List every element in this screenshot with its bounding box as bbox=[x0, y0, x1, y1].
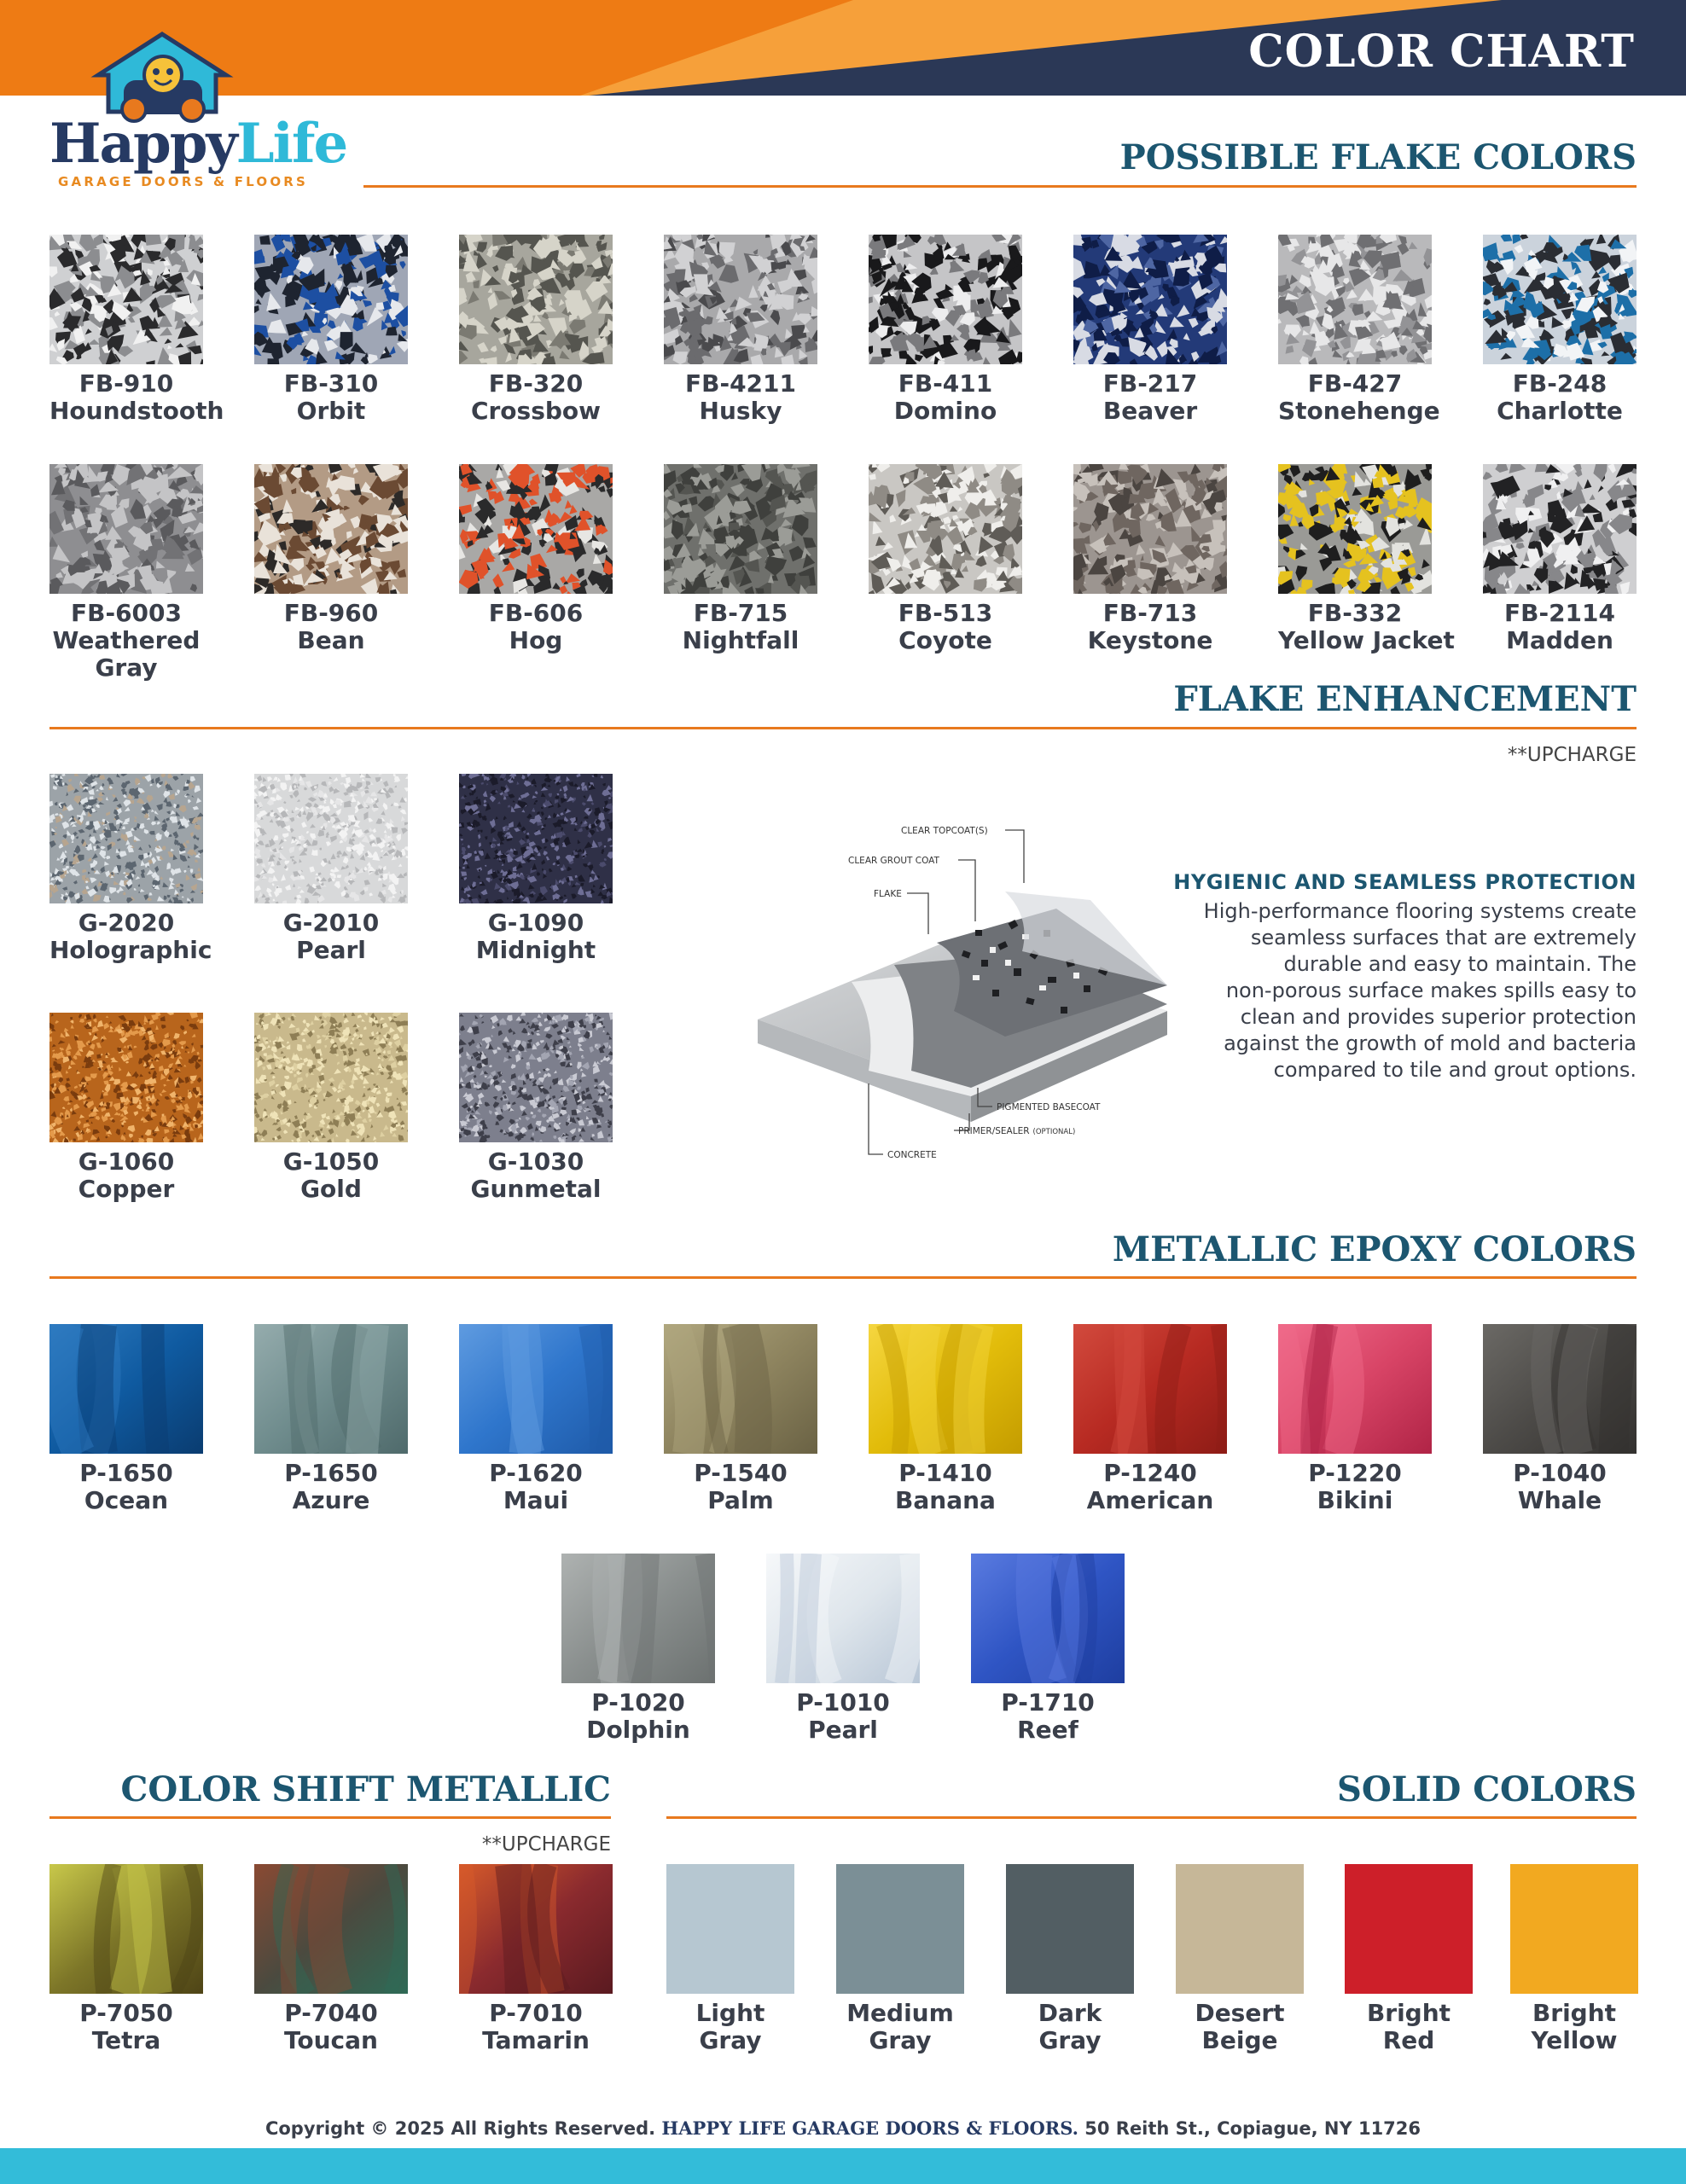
swatch-texture bbox=[664, 464, 817, 594]
swatch-name: Holographic bbox=[49, 936, 212, 964]
swatch-code: FB-960 bbox=[283, 599, 379, 627]
shift-swatch bbox=[49, 1864, 203, 2054]
swatch-code: Light bbox=[695, 1999, 765, 2027]
swatch-texture bbox=[1483, 235, 1637, 364]
floor-layers-diagram bbox=[749, 815, 1176, 1173]
metallic-swatch bbox=[971, 1554, 1125, 1744]
swatch-code: G-2020 bbox=[78, 909, 175, 937]
swatch-name: American bbox=[1086, 1486, 1214, 1514]
swatch-name: Dolphin bbox=[586, 1716, 690, 1744]
swatch-texture bbox=[254, 1864, 408, 1994]
swatch-name: Yellow Jacket bbox=[1278, 626, 1455, 654]
swatch-name: Gunmetal bbox=[470, 1175, 602, 1203]
swatch-name: Stonehenge bbox=[1278, 397, 1440, 425]
swatch-texture bbox=[49, 235, 203, 364]
swatch-code: P-7040 bbox=[284, 1999, 378, 2027]
solid-swatch bbox=[1176, 1864, 1304, 2054]
swatch-name: Domino bbox=[893, 397, 997, 425]
section-title-flake: POSSIBLE FLAKE COLORS bbox=[1119, 137, 1637, 177]
flake-swatch bbox=[254, 235, 408, 425]
diagram-label-primer: PRIMER/SEALER (OPTIONAL) bbox=[958, 1126, 1076, 1136]
swatch-name: Husky bbox=[699, 397, 782, 425]
metallic-swatch bbox=[49, 1324, 203, 1514]
swatch-code: G-1030 bbox=[487, 1147, 584, 1176]
swatch-name: Midnight bbox=[475, 936, 596, 964]
flake-swatch bbox=[869, 464, 1022, 654]
swatch-texture bbox=[1483, 464, 1637, 594]
flake-swatch bbox=[1278, 235, 1440, 425]
swatch-code: P-7010 bbox=[489, 1999, 583, 2027]
swatch-code: P-1020 bbox=[591, 1688, 685, 1716]
swatch-name: Orbit bbox=[296, 397, 366, 425]
swatch-texture bbox=[1278, 464, 1432, 594]
swatch-name: Beige bbox=[1201, 2026, 1278, 2054]
swatch-name: Madden bbox=[1506, 626, 1613, 654]
swatch-name: Gray bbox=[699, 2026, 762, 2054]
swatch-code: P-1040 bbox=[1513, 1459, 1607, 1487]
flake-swatch bbox=[1278, 464, 1455, 654]
solid-swatch bbox=[836, 1864, 964, 2054]
swatch-name: Copper bbox=[78, 1175, 175, 1203]
swatch-name: Azure bbox=[292, 1486, 370, 1514]
swatch-texture bbox=[459, 1864, 613, 1994]
swatch-name: Whale bbox=[1517, 1486, 1602, 1514]
info-line: seamless surfaces that are extremely bbox=[1250, 926, 1637, 950]
swatch-name: Banana bbox=[895, 1486, 996, 1514]
section-rule-metallic bbox=[49, 1276, 1637, 1279]
solid-swatch bbox=[1345, 1864, 1473, 2054]
swatch-code: P-1650 bbox=[284, 1459, 378, 1487]
logo-tagline: GARAGE DOORS & FLOORS bbox=[58, 174, 309, 189]
swatch-name: Pearl bbox=[808, 1716, 878, 1744]
swatch-code: FB-411 bbox=[898, 369, 993, 398]
solid-swatch bbox=[666, 1864, 794, 2054]
swatch-texture bbox=[459, 235, 613, 364]
swatch-code: Bright bbox=[1532, 1999, 1617, 2027]
info-line: durable and easy to maintain. The bbox=[1283, 952, 1637, 976]
enhancement-swatch bbox=[254, 1013, 408, 1203]
swatch-code: Bright bbox=[1366, 1999, 1451, 2027]
swatch-name: Ocean bbox=[84, 1486, 169, 1514]
swatch-code: FB-910 bbox=[78, 369, 174, 398]
flake-swatch bbox=[49, 464, 203, 682]
flake-swatch bbox=[1483, 464, 1637, 654]
flake-swatch bbox=[49, 235, 224, 425]
metallic-swatch bbox=[869, 1324, 1022, 1514]
swatch-code: Medium bbox=[846, 1999, 954, 2027]
swatch-code: P-1650 bbox=[79, 1459, 173, 1487]
metallic-swatch bbox=[1483, 1324, 1637, 1514]
swatch-name: Bikini bbox=[1317, 1486, 1393, 1514]
swatch-name: Gray bbox=[869, 2026, 932, 2054]
swatch-code: FB-310 bbox=[283, 369, 379, 398]
swatch-name: Nightfall bbox=[682, 626, 799, 654]
swatch-code: FB-248 bbox=[1512, 369, 1608, 398]
section-title-metallic: METALLIC EPOXY COLORS bbox=[1112, 1229, 1637, 1269]
swatch-code: Dark bbox=[1038, 1999, 1102, 2027]
swatch-texture bbox=[459, 1013, 613, 1142]
swatch-texture bbox=[49, 464, 203, 594]
swatch-name-line2: Gray bbox=[95, 653, 158, 682]
info-line: against the growth of mold and bacteria bbox=[1224, 1031, 1637, 1055]
swatch-fill bbox=[666, 1864, 794, 1994]
swatch-name: Gold bbox=[300, 1175, 362, 1203]
metallic-swatch bbox=[561, 1554, 715, 1744]
enhancement-upcharge-note: **UPCHARGE bbox=[1507, 744, 1637, 766]
metallic-swatch bbox=[1278, 1324, 1432, 1514]
swatch-name: Red bbox=[1382, 2026, 1435, 2054]
enhancement-swatch bbox=[49, 1013, 203, 1203]
swatch-name: Houndstooth bbox=[49, 397, 224, 425]
swatch-texture bbox=[766, 1554, 920, 1683]
diagram-label-basecoat: PIGMENTED BASECOAT bbox=[997, 1102, 1101, 1112]
swatch-texture bbox=[254, 464, 408, 594]
swatch-code: FB-332 bbox=[1307, 599, 1403, 627]
swatch-code: P-1240 bbox=[1103, 1459, 1197, 1487]
swatch-code: G-2010 bbox=[282, 909, 380, 937]
flake-swatch bbox=[1073, 464, 1227, 654]
flake-swatch bbox=[1483, 235, 1637, 425]
swatch-texture bbox=[254, 774, 408, 903]
section-title-enhancement: FLAKE ENHANCEMENT bbox=[1173, 679, 1637, 719]
swatch-name: Pearl bbox=[296, 936, 366, 964]
swatch-fill bbox=[836, 1864, 964, 1994]
diagram-label-topcoat: CLEAR TOPCOAT(S) bbox=[901, 826, 988, 836]
swatch-code: G-1050 bbox=[282, 1147, 380, 1176]
logo-wordmark: HappyLife bbox=[49, 112, 347, 176]
swatch-code: FB-427 bbox=[1307, 369, 1403, 398]
swatch-code: P-1220 bbox=[1308, 1459, 1402, 1487]
swatch-texture bbox=[49, 774, 203, 903]
diagram-label-grout: CLEAR GROUT COAT bbox=[848, 856, 939, 866]
footer-bar bbox=[0, 2148, 1686, 2184]
swatch-code: FB-217 bbox=[1102, 369, 1198, 398]
swatch-code: P-7050 bbox=[79, 1999, 173, 2027]
metallic-swatch bbox=[664, 1324, 817, 1514]
solid-swatch bbox=[1510, 1864, 1638, 2054]
swatch-name: Tetra bbox=[91, 2026, 161, 2054]
swatch-texture bbox=[459, 1324, 613, 1454]
info-line: compared to tile and grout options. bbox=[1273, 1058, 1637, 1082]
swatch-texture bbox=[49, 1013, 203, 1142]
swatch-name: Coyote bbox=[898, 626, 992, 654]
section-title-solid: SOLID COLORS bbox=[1337, 1769, 1637, 1809]
swatch-name: Crossbow bbox=[470, 397, 602, 425]
info-body bbox=[1159, 898, 1637, 1083]
shift-swatch bbox=[254, 1864, 408, 2054]
swatch-code: Desert bbox=[1195, 1999, 1285, 2027]
solid-swatch bbox=[1006, 1864, 1134, 2054]
swatch-code: FB-320 bbox=[488, 369, 584, 398]
swatch-texture bbox=[1073, 464, 1227, 594]
swatch-code: P-1620 bbox=[489, 1459, 583, 1487]
swatch-code: G-1090 bbox=[487, 909, 584, 937]
metallic-swatch bbox=[766, 1554, 920, 1744]
enhancement-swatch bbox=[459, 1013, 613, 1203]
swatch-name: Maui bbox=[503, 1486, 569, 1514]
info-line: High-performance flooring systems create bbox=[1203, 899, 1637, 923]
flake-swatch bbox=[664, 235, 817, 425]
flake-swatch bbox=[869, 235, 1022, 425]
enhancement-swatch bbox=[254, 774, 408, 964]
swatch-texture bbox=[254, 1013, 408, 1142]
swatch-code: FB-713 bbox=[1102, 599, 1198, 627]
swatch-name: Reef bbox=[1017, 1716, 1078, 1744]
swatch-texture bbox=[1278, 1324, 1432, 1454]
swatch-code: FB-2114 bbox=[1503, 599, 1616, 627]
swatch-texture bbox=[1278, 235, 1432, 364]
swatch-fill bbox=[1510, 1864, 1638, 1994]
swatch-code: P-1540 bbox=[694, 1459, 788, 1487]
swatch-texture bbox=[49, 1864, 203, 1994]
shift-swatch bbox=[459, 1864, 613, 2054]
swatch-fill bbox=[1345, 1864, 1473, 1994]
company-logo bbox=[43, 31, 350, 193]
swatch-texture bbox=[1483, 1324, 1637, 1454]
metallic-swatch bbox=[459, 1324, 613, 1514]
diagram-label-concrete: CONCRETE bbox=[887, 1150, 937, 1160]
swatch-name: Yellow bbox=[1531, 2026, 1618, 2054]
shift-upcharge-note: **UPCHARGE bbox=[481, 1833, 611, 1856]
swatch-texture bbox=[459, 774, 613, 903]
swatch-texture bbox=[869, 464, 1022, 594]
section-rule-enhancement bbox=[49, 727, 1637, 729]
swatch-texture bbox=[869, 1324, 1022, 1454]
swatch-texture bbox=[971, 1554, 1125, 1683]
swatch-name: Keystone bbox=[1087, 626, 1213, 654]
section-rule-solid bbox=[666, 1816, 1637, 1819]
swatch-name: Beaver bbox=[1102, 397, 1198, 425]
diagram-label-flake: FLAKE bbox=[874, 889, 902, 899]
logo-house-icon bbox=[90, 31, 235, 125]
swatch-code: P-1710 bbox=[1001, 1688, 1095, 1716]
swatch-texture bbox=[869, 235, 1022, 364]
section-title-shift: COLOR SHIFT METALLIC bbox=[120, 1769, 611, 1809]
swatch-name: Charlotte bbox=[1497, 397, 1623, 425]
swatch-code: FB-6003 bbox=[70, 599, 183, 627]
footer-copyright: Copyright © 2025 All Rights Reserved. HAPPY LIFE GARAGE DOORS & FLOORS. 50 Reith St., Copiague, NY 11726 bbox=[265, 2117, 1421, 2139]
info-line: clean and provides superior protection bbox=[1240, 1005, 1637, 1029]
swatch-texture bbox=[459, 464, 613, 594]
flake-swatch bbox=[459, 235, 613, 425]
swatch-code: G-1060 bbox=[78, 1147, 175, 1176]
swatch-texture bbox=[49, 1324, 203, 1454]
swatch-code: P-1410 bbox=[898, 1459, 992, 1487]
metallic-swatch bbox=[254, 1324, 408, 1514]
swatch-texture bbox=[254, 235, 408, 364]
flake-swatch bbox=[254, 464, 408, 654]
swatch-texture bbox=[664, 1324, 817, 1454]
page-title: COLOR CHART bbox=[1248, 26, 1635, 78]
enhancement-swatch bbox=[459, 774, 613, 964]
swatch-texture bbox=[561, 1554, 715, 1683]
swatch-name: Hog bbox=[509, 626, 563, 654]
flake-swatch bbox=[664, 464, 817, 654]
section-rule-flake bbox=[363, 185, 1637, 188]
swatch-name: Tamarin bbox=[482, 2026, 590, 2054]
flake-swatch bbox=[459, 464, 613, 654]
swatch-texture bbox=[664, 235, 817, 364]
swatch-name: Gray bbox=[1038, 2026, 1102, 2054]
flake-swatch bbox=[1073, 235, 1227, 425]
section-rule-shift bbox=[49, 1816, 611, 1819]
swatch-code: FB-606 bbox=[488, 599, 584, 627]
swatch-name: Weathered bbox=[52, 626, 201, 654]
swatch-texture bbox=[1073, 235, 1227, 364]
info-title: HYGIENIC AND SEAMLESS PROTECTION bbox=[1173, 870, 1637, 894]
swatch-texture bbox=[1073, 1324, 1227, 1454]
metallic-swatch bbox=[1073, 1324, 1227, 1514]
swatch-name: Bean bbox=[297, 626, 365, 654]
swatch-name: Palm bbox=[707, 1486, 774, 1514]
swatch-texture bbox=[254, 1324, 408, 1454]
swatch-name: Toucan bbox=[284, 2026, 378, 2054]
swatch-code: P-1010 bbox=[796, 1688, 890, 1716]
enhancement-swatch bbox=[49, 774, 212, 964]
info-line: non-porous surface makes spills easy to bbox=[1225, 979, 1637, 1002]
swatch-fill bbox=[1176, 1864, 1304, 1994]
swatch-code: FB-715 bbox=[693, 599, 788, 627]
swatch-code: FB-4211 bbox=[684, 369, 797, 398]
swatch-fill bbox=[1006, 1864, 1134, 1994]
swatch-code: FB-513 bbox=[898, 599, 993, 627]
